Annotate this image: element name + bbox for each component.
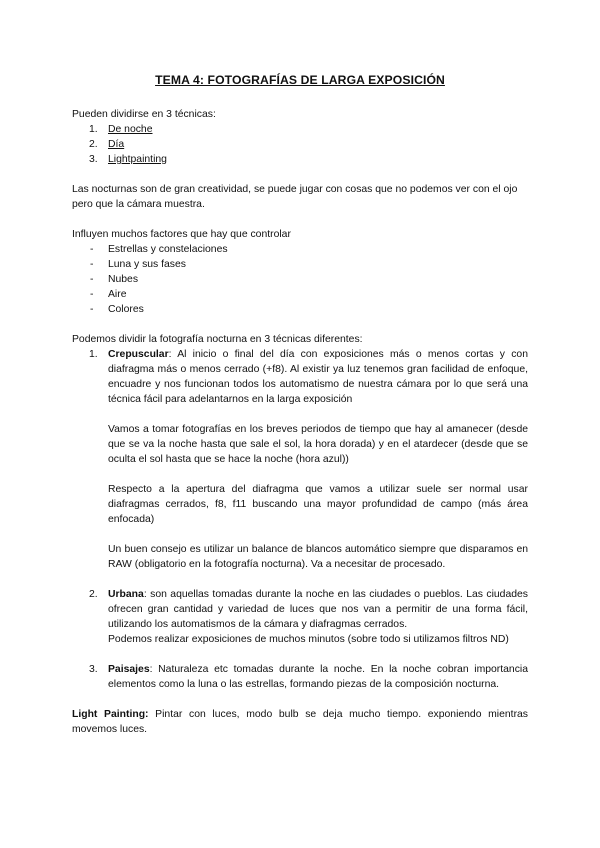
list-item-crepuscular [72,347,528,587]
list-item-urbana [72,587,528,662]
list-number: 1. [89,124,98,135]
crepuscular-paragraph-4: Un buen consejo es utilizar un balance de blancos automático siempre que disparamos en RAW (obligatorio en la fotografía nocturna). Va a necesitar de procesado. [108,544,528,570]
document-body [72,107,528,737]
factor-text: Aire [108,289,127,300]
technique-link-dia[interactable]: Día [108,139,125,150]
light-painting-paragraph [72,707,528,737]
factor-text: Colores [108,304,144,315]
crepuscular-paragraph-3: Respecto a la apertura del diafragma que vamos a utilizar suele ser normal usar diafragmas cerrados, f8, f11 buscando una mayor profundidad de campo (más área enfocada) [108,484,528,525]
list-item [72,272,528,287]
dash-bullet: - [90,274,94,285]
urbana-term: Urbana [108,589,144,600]
factors-list [72,242,528,317]
dash-bullet: - [90,304,94,315]
urbana-paragraph-2: Podemos realizar exposiciones de muchos minutos (sobre todo si utilizamos filtros ND) [108,634,509,645]
list-item [72,152,528,167]
list-item [72,302,528,317]
crepuscular-paragraph [108,347,528,407]
factors-intro: Influyen muchos factores que hay que controlar [72,229,291,240]
nocturnas-paragraph: Las nocturnas son de gran creatividad, se puede jugar con cosas que no podemos ver con el ojo pero que la cámara muestra. [72,184,518,210]
list-number: 2. [89,589,98,600]
crepuscular-term: Crepuscular [108,349,169,360]
factor-text: Estrellas y constelaciones [108,244,228,255]
page-title: TEMA 4: FOTOGRAFÍAS DE LARGA EXPOSICIÓN [155,73,445,87]
dash-bullet: - [90,244,94,255]
dash-bullet: - [90,259,94,270]
divide-intro: Podemos dividir la fotografía nocturna en 3 técnicas diferentes: [72,334,363,345]
list-item [72,122,528,137]
list-item [72,287,528,302]
list-number: 3. [89,664,98,675]
night-techniques-list [72,347,528,692]
dash-bullet: - [90,289,94,300]
urbana-text: : son aquellas tomadas durante la noche en las ciudades o pueblos. Las ciudades ofrecen gran cantidad y variedad de luces que nos van a permitir de una forma fácil, utilizando los automatismos de la cámara y diafragmas cerrados. [108,589,528,630]
crepuscular-paragraph-2: Vamos a tomar fotografías en los breves periodos de tiempo que hay al amanecer (desde que se va la noche hasta que sale el sol, la hora dorada) y en el atardecer (desde que se oculta el sol hasta que se hace la noche (hora azul)) [108,424,528,465]
technique-link-lightpainting[interactable]: Lightpainting [108,154,167,165]
paisajes-paragraph [108,662,528,692]
factor-text: Nubes [108,274,139,285]
factor-text: Luna y sus fases [108,259,186,270]
urbana-paragraph [108,587,528,632]
light-painting-text: Pintar con luces, modo bulb se deja mucho tiempo. exponiendo mientras movemos luces. [72,709,528,735]
paisajes-text: : Naturaleza etc tomadas durante la noche. En la noche cobran importancia elementos como la luna o las estrellas, formando piezas de la composición nocturna. [108,664,528,690]
list-number: 2. [89,139,98,150]
list-number: 3. [89,154,98,165]
paisajes-term: Paisajes [108,664,150,675]
list-item [72,257,528,272]
light-painting-term: Light Painting: [72,709,149,720]
technique-link-de-noche[interactable]: De noche [108,124,153,135]
list-item-paisajes [72,662,528,692]
list-item [72,242,528,257]
intro-text: Pueden dividirse en 3 técnicas: [72,109,216,120]
techniques-list [72,122,528,167]
crepuscular-text: : Al inicio o final del día con exposiciones más o menos cortas y con diafragma más o menos cerrado (+f8). Al existir ya luz tenemos gran facilidad de enfoque, encuadre y nos funcionan todos los automatismo de nuestra cámara por lo que será una técnica fácil para adelantarnos en la larga exposición [108,349,528,405]
list-item [72,137,528,152]
list-number: 1. [89,349,98,360]
